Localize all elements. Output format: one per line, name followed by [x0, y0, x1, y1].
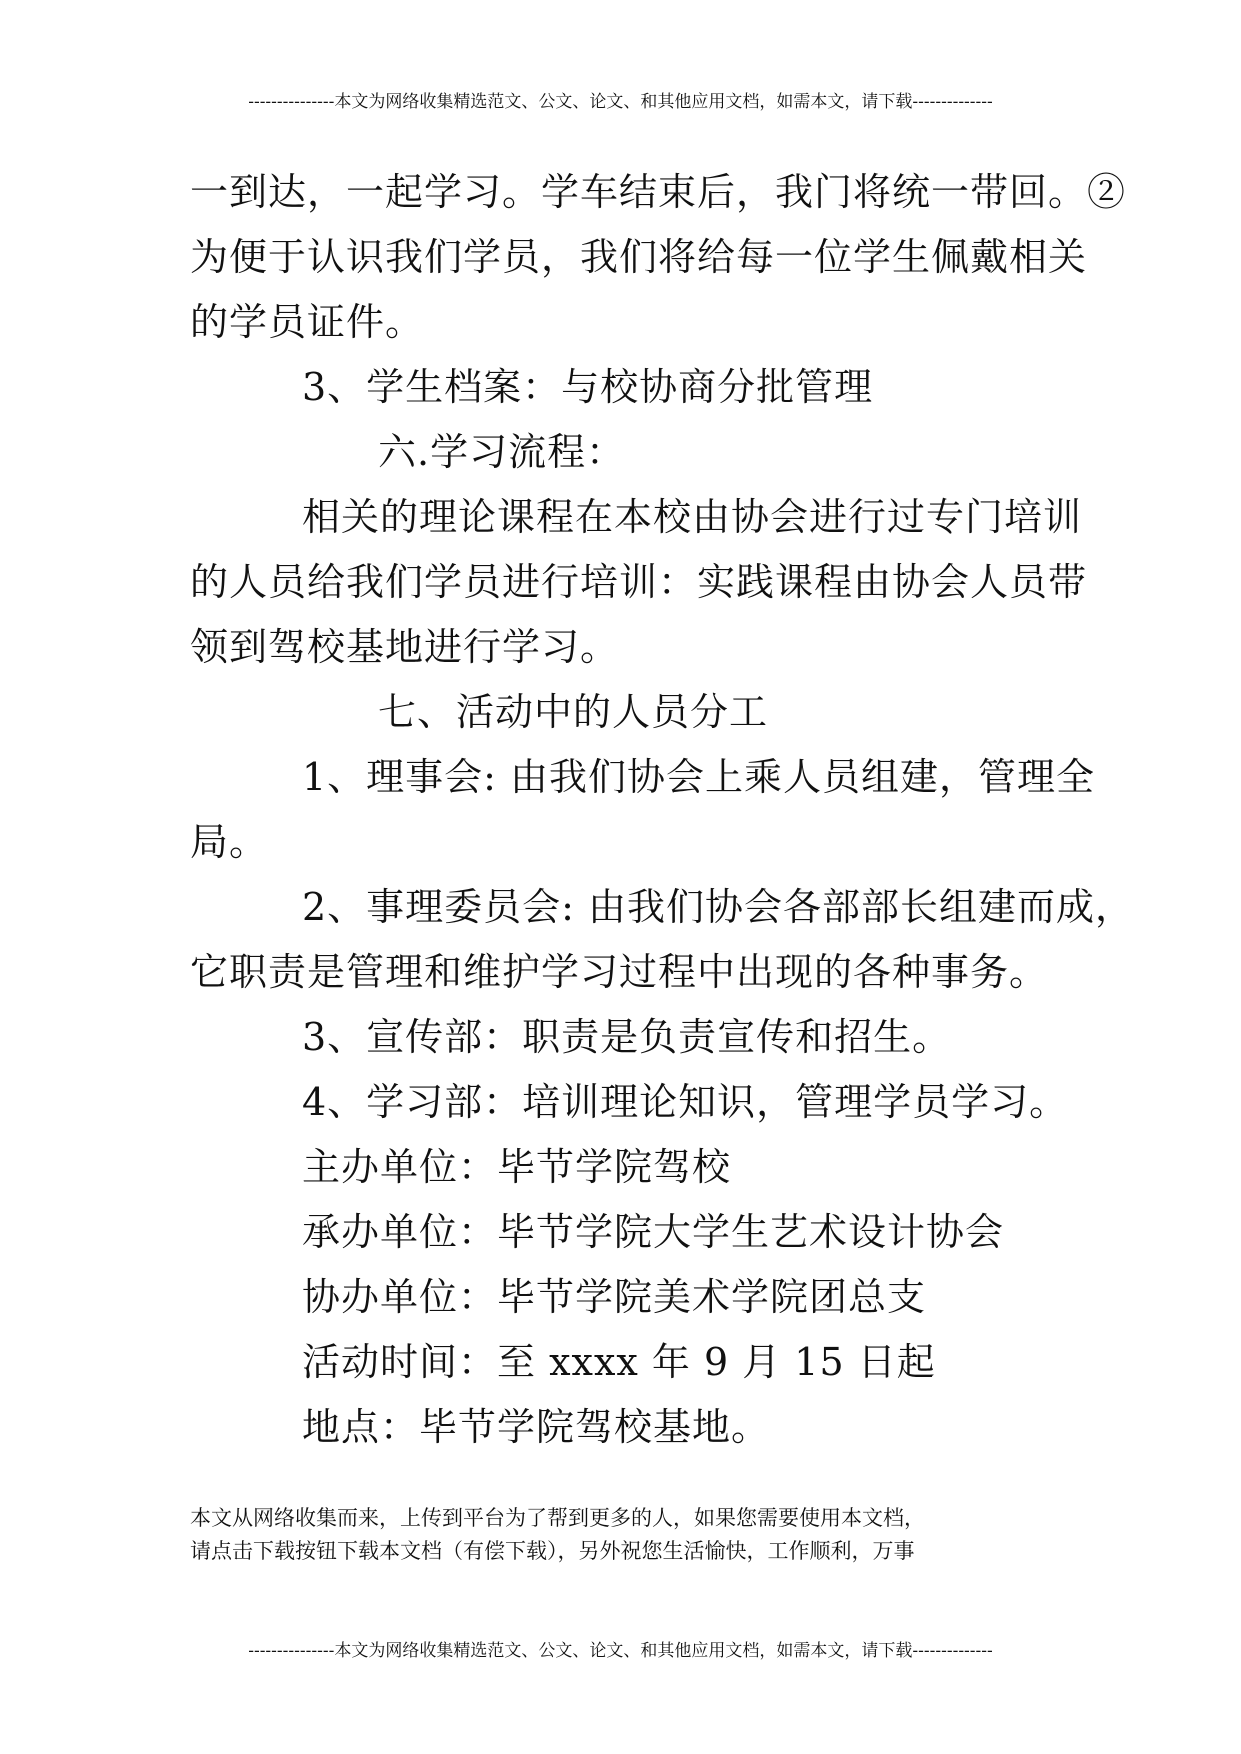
download-note: [190, 1502, 1060, 1568]
body-line: 2、事理委员会: 由我们协会各部部长组建而成，: [302, 885, 1135, 929]
body-line: 1、理事会: 由我们协会上乘人员组建，管理全: [302, 755, 1096, 799]
body-line: 领到驾校基地进行学习。: [190, 625, 620, 669]
body-line: 一到达，一起学习。学车结束后，我门将统一带回。②: [190, 170, 1127, 214]
section-heading: 六.学习流程：: [378, 430, 626, 474]
event-time-line: 活动时间：至 xxxx 年 9 月 15 日起: [302, 1340, 936, 1384]
section-heading: 七、活动中的人员分工: [378, 690, 769, 734]
organizer-line: 承办单位：毕节学院大学生艺术设计协会: [302, 1210, 1005, 1254]
page-header: ---------------本文为网络收集精选范文、公文、论文、和其他应用文档，如需本文，请下载--------------: [248, 92, 993, 112]
body-line: 4、学习部：培训理论知识，管理学员学习。: [302, 1080, 1069, 1124]
body-line: 为便于认识我们学员，我们将给每一位学生佩戴相关: [190, 235, 1088, 279]
body-line: 的学员证件。: [190, 300, 425, 344]
page-footer: ---------------本文为网络收集精选范文、公文、论文、和其他应用文档，如需本文，请下载--------------: [248, 1641, 993, 1661]
body-line: 它职责是管理和维护学习过程中出现的各种事务。: [190, 950, 1049, 994]
body-line: 3、宣传部：职责是负责宣传和招生。: [302, 1015, 952, 1059]
download-note-line: 请点击下载按钮下载本文档（有偿下载），另外祝您生活愉快，工作顺利，万事: [190, 1539, 915, 1563]
body-line: 相关的理论课程在本校由协会进行过专门培训: [302, 495, 1083, 539]
body-line: 的人员给我们学员进行培训：实践课程由协会人员带: [190, 560, 1088, 604]
download-note-line: 本文从网络收集而来，上传到平台为了帮到更多的人，如果您需要使用本文档，: [190, 1506, 925, 1530]
location-line: 地点：毕节学院驾校基地。: [302, 1405, 771, 1449]
document-body: [190, 160, 1135, 1460]
organizer-line: 主办单位：毕节学院驾校: [302, 1145, 732, 1189]
body-line: 局。: [190, 820, 269, 864]
body-line: 3、学生档案：与校协商分批管理: [302, 365, 874, 409]
organizer-line: 协办单位：毕节学院美术学院团总支: [302, 1275, 927, 1319]
